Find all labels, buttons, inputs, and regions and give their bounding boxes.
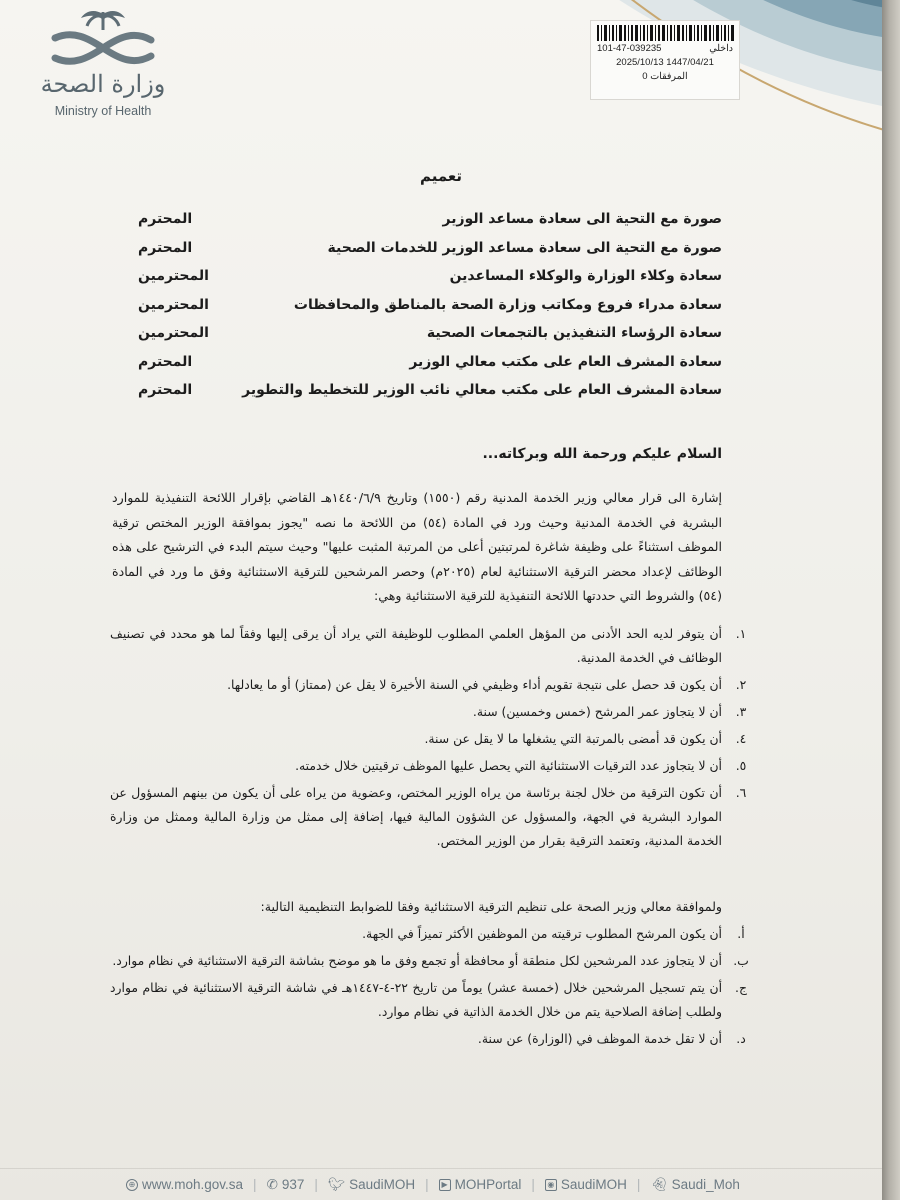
condition-item-number: ٥.: [735, 758, 747, 773]
control-item: [110, 1027, 760, 1051]
logo-arabic-text: وزارة الصحة: [40, 70, 166, 98]
stamp-reference-row: [597, 43, 733, 55]
condition-item-text: أن لا يتجاوز عمر المرشح (خمس وخمسين) سنة.: [472, 704, 722, 719]
recipients-list: [138, 205, 722, 405]
control-item-text: أن يتم تسجيل المرشحين خلال (خمسة عشر) يوماً من تاريخ ٢٢-٤-١٤٤٧هـ في شاشة الترقية الاستثنائية في نظام موارد ولطلب إضافة الصلاحية يتم من خلال الخدمة الذاتية في نظام موارد.: [110, 980, 723, 1019]
condition-item: [110, 727, 760, 751]
control-item-number: ب.: [733, 953, 749, 968]
condition-item-text: أن يتوفر لديه الحد الأدنى من المؤهل العلمي المطلوب للوظيفة التي يراد أن يرقى إليها وفقاً لما هو محدد في تصنيف الوظائف في الخدمة المدنية.: [110, 626, 722, 665]
footer-website[interactable]: [126, 1177, 243, 1192]
footer-phone[interactable]: [267, 1177, 305, 1193]
condition-item: [110, 700, 760, 724]
stamp-type-label: داخلي: [709, 43, 733, 54]
control-item: [110, 949, 760, 973]
control-item-number: ج.: [735, 980, 747, 995]
footer-youtube[interactable]: [439, 1177, 522, 1192]
snapchat-ghost-icon: 👻︎: [650, 1176, 668, 1192]
recipient-row: [138, 376, 722, 405]
recipient-name: سعادة وكلاء الوزارة والوكلاء المساعدين: [449, 268, 722, 284]
footer-instagram-text: SaudiMOH: [560, 1177, 627, 1192]
recipient-name: سعادة المشرف العام على مكتب معالي نائب الوزير للتخطيط والتطوير: [242, 382, 722, 398]
footer-contacts: [0, 1168, 882, 1200]
condition-item-text: أن تكون الترقية من خلال لجنة برئاسة من يراه الوزير المختص، وعضوية من يراه على أن يكون من بينهم المسؤول عن الموارد البشرية في الجهة، والمسؤول عن الشؤون المالية فيها، إضافة إلى ممثل من وزارة المالية وممثل من وزارة الخدمة المدنية، وتعتمد الترقية بقرار من الوزير المختص.: [110, 785, 722, 848]
footer-website-text: www.moh.gov.sa: [142, 1177, 244, 1192]
footer-separator: |: [425, 1177, 429, 1192]
recipient-name: سعادة المشرف العام على مكتب معالي الوزير: [409, 353, 722, 370]
stamp-reference-number: 101-47-039235: [597, 43, 662, 54]
condition-item-text: أن لا يتجاوز عدد الترقيات الاستثنائية التي يحصل عليها الموظف ترقيتين خلال خدمته.: [295, 758, 722, 773]
recipient-name: سعادة الرؤساء التنفيذين بالتجمعات الصحية: [426, 325, 722, 341]
footer-separator: |: [531, 1177, 535, 1192]
reference-stamp: [590, 20, 740, 100]
control-item-text: أن يكون المرشح المطلوب ترقيته من الموظفين الأكثر تميزاً في الجهة.: [362, 926, 722, 941]
stamp-attachments-row: [597, 71, 733, 83]
recipient-honorific: المحترم: [138, 211, 193, 227]
recipient-row: [138, 205, 722, 234]
condition-item-number: ١.: [735, 626, 747, 641]
condition-item: [110, 754, 760, 778]
globe-icon: ⊕: [126, 1179, 138, 1191]
phone-icon: ✆: [266, 1176, 278, 1192]
stamp-dates: 2025/10/13 1447/04/21: [616, 57, 714, 68]
recipient-name: صورة مع التحية الى سعادة مساعد الوزير: [442, 211, 722, 227]
footer-youtube-text: MOHPortal: [454, 1177, 522, 1192]
recipient-honorific: المحترم: [138, 353, 193, 370]
controls-intro: ولموافقة معالي وزير الصحة على تنظيم الترقية الاستثنائية وفقا للضوابط التنظيمية التالية:: [260, 899, 722, 914]
recipient-honorific: المحترمين: [138, 296, 209, 313]
recipient-row: [138, 348, 722, 377]
recipient-name: صورة مع التحية الى سعادة مساعد الوزير للخدمات الصحية: [327, 239, 722, 256]
twitter-bird-icon: 🐦︎: [327, 1176, 346, 1192]
footer-separator: |: [253, 1177, 257, 1192]
footer-snapchat-text: Saudi_Moh: [671, 1177, 740, 1192]
stamp-date-row: [597, 57, 733, 69]
recipient-row: [138, 234, 722, 263]
control-item-number: د.: [736, 1031, 746, 1046]
footer-separator: |: [636, 1177, 641, 1192]
recipient-honorific: المحترم: [138, 382, 193, 398]
condition-item-text: أن يكون قد حصل على نتيجة تقويم أداء وظيفي في السنة الأخيرة لا يقل عن (ممتاز) أو ما يعادلها.: [227, 677, 722, 692]
intro-paragraph: إشارة الى قرار معالي وزير الخدمة المدنية رقم (١٥٥٠) وتاريخ ١٤٤٠/٦/٩هـ القاضي بإقرار اللائحة التنفيذية للموارد البشرية في الخدمة المدنية وحيث ورد في المادة (٥٤) من اللائحة ما نصه "يجوز بموافقة الوزير المختص ترقية الموظف استثناءً على وظيفة شاغرة لمرتبتين أعلى من المرتبة المثبت عليها" وحيث سيتم البدء في الترشيح على هذه الوظائف لإعداد محضر الترقية الاستثنائية لعام (٢٠٢٥م) وحصر المرشحين للترقية الاستثنائية وفق ما ورد في المادة (٥٤) والشروط التي حددتها اللائحة التنفيذية للترقية الاستثنائية وهي:: [112, 490, 722, 603]
footer-separator: |: [314, 1177, 318, 1192]
condition-item: [110, 622, 760, 670]
condition-item-number: ٦.: [735, 785, 747, 800]
page-edge: [882, 0, 900, 1200]
footer-snapchat[interactable]: [650, 1177, 739, 1193]
document-title: تعميم: [419, 167, 463, 185]
condition-item-number: ٤.: [735, 731, 747, 746]
control-item-text: أن لا يتجاوز عدد المرشحين لكل منطقة أو محافظة أو تجمع وفق ما هو موضح بشاشة الترقية الاستثنائية في نظام موارد.: [112, 953, 722, 968]
ministry-logo: [28, 8, 178, 118]
instagram-icon: ◉: [545, 1179, 557, 1191]
greeting: السلام عليكم ورحمة الله وبركاته...: [482, 446, 722, 462]
recipient-name: سعادة مدراء فروع ومكاتب وزارة الصحة بالمناطق والمحافظات: [293, 296, 722, 313]
control-item: [110, 976, 760, 1024]
footer-twitter[interactable]: [328, 1177, 415, 1193]
footer-phone-text: 937: [281, 1177, 305, 1192]
control-item-text: أن لا تقل خدمة الموظف في (الوزارة) عن سنة.: [477, 1031, 722, 1046]
recipient-honorific: المحترمين: [138, 268, 209, 284]
recipient-honorific: المحترمين: [138, 325, 209, 341]
condition-item: [110, 673, 760, 697]
condition-item-number: ٢.: [735, 677, 747, 692]
footer-twitter-text: SaudiMOH: [349, 1177, 416, 1192]
condition-item-text: أن يكون قد أمضى بالمرتبة التي يشغلها ما لا يقل عن سنة.: [424, 731, 722, 746]
logo-english-text: Ministry of Health: [54, 104, 152, 118]
conditions-list: [110, 622, 760, 856]
stamp-attachments: المرفقات 0: [642, 71, 688, 82]
control-item-number: أ.: [737, 926, 745, 941]
recipient-row: [138, 319, 722, 348]
condition-item: [110, 781, 760, 853]
footer-instagram[interactable]: [545, 1177, 627, 1192]
youtube-icon: ▶: [439, 1179, 451, 1191]
condition-item-number: ٣.: [735, 704, 747, 719]
recipient-honorific: المحترم: [138, 239, 193, 256]
barcode-icon: [597, 25, 735, 41]
palm-swords-logo-icon: [43, 8, 163, 68]
recipient-row: [138, 291, 722, 320]
recipient-row: [138, 262, 722, 291]
control-item: [110, 922, 760, 946]
controls-list: [110, 922, 760, 1054]
